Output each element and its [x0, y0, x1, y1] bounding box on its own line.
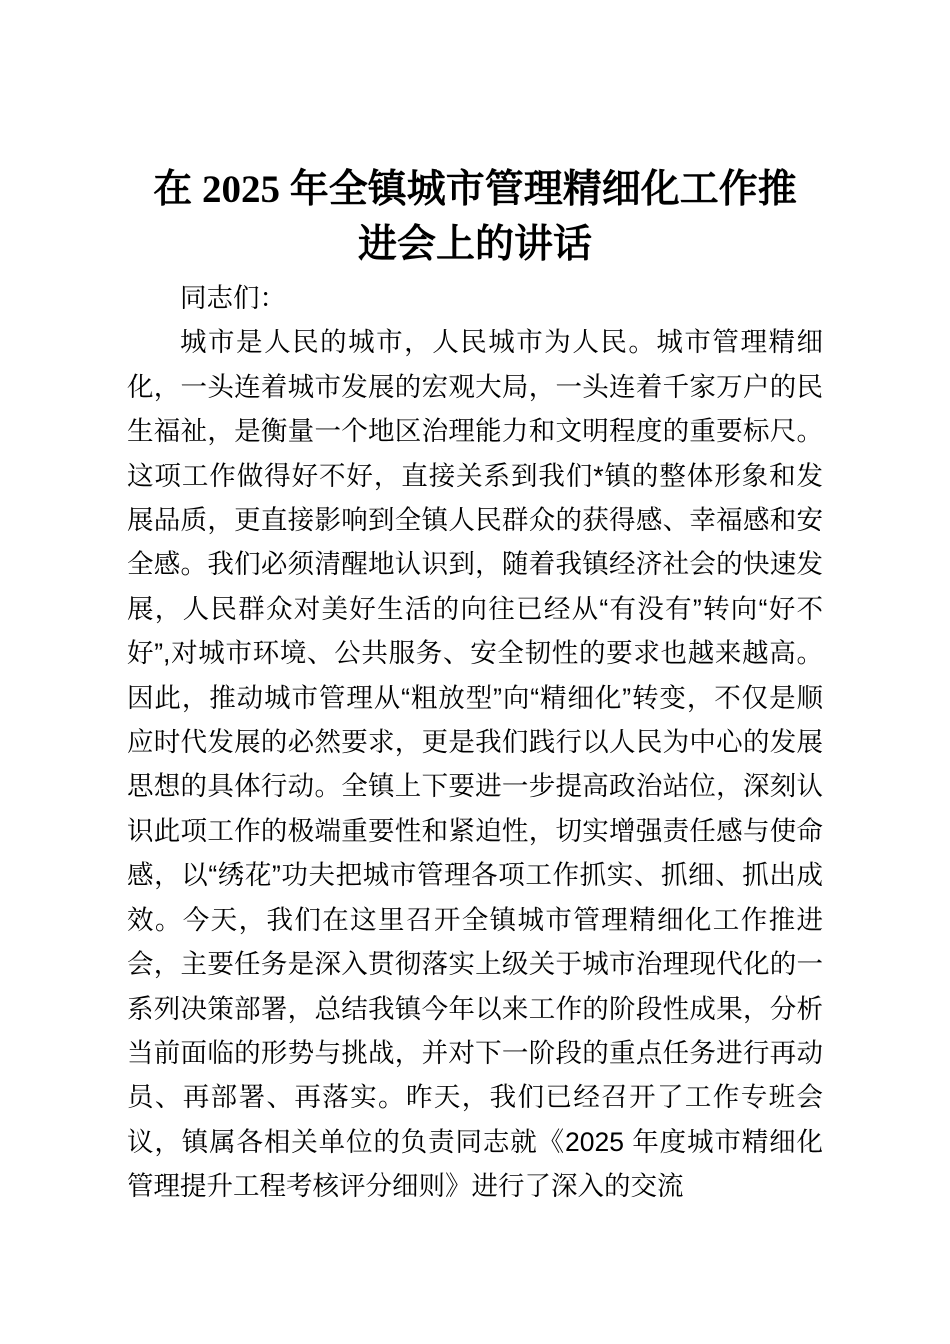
document-title [127, 0, 823, 272]
title-line-1: 在 2025 年全镇城市管理精细化工作推 [153, 168, 797, 211]
salutation: 同志们： [180, 283, 286, 313]
body-paragraph: 城市是人民的城市，人民城市为人民。城市管理精细化，一头连着城市发展的宏观大局，一头连着千家万户的民生福祉，是衡量一个地区治理能力和文明程度的重要标尺。这项工作做得好不好，直接关系到我们*镇的整体形象和发展品质，更直接影响到全镇人民群众的获得感、幸福感和安全感。我们必须清醒地认识到，随着我镇经济社会的快速发展，人民群众对美好生活的向往已经从“有没有”转向“好不好”,对城市环境、公共服务、安全韧性的要求也越来越高。因此，推动城市管理从“粗放型”向“精细化”转变，不仅是顺应时代发展的必然要求，更是我们践行以人民为中心的发展思想的具体行动。全镇上下要进一步提高政治站位，深刻认识此项工作的极端重要性和紧迫性，切实增强责任感与使命感，以“绣花”功夫把城市管理各项工作抓实、抓细、抓出成效。今天，我们在这里召开全镇城市管理精细化工作推进会，主要任务是深入贯彻落实上级关于城市治理现代化的一系列决策部署，总结我镇今年以来工作的阶段性成果，分析当前面临的形势与挑战，并对下一阶段的重点任务进行再动员、再部署、再落实。昨天，我们已经召开了工作专班会议，镇属各相关单位的负责同志就《2025 年度城市精细化管理提升工程考核评分细则》进行了深入的交流 [127, 327, 823, 1202]
title-line-2: 进会上的讲话 [357, 223, 592, 266]
